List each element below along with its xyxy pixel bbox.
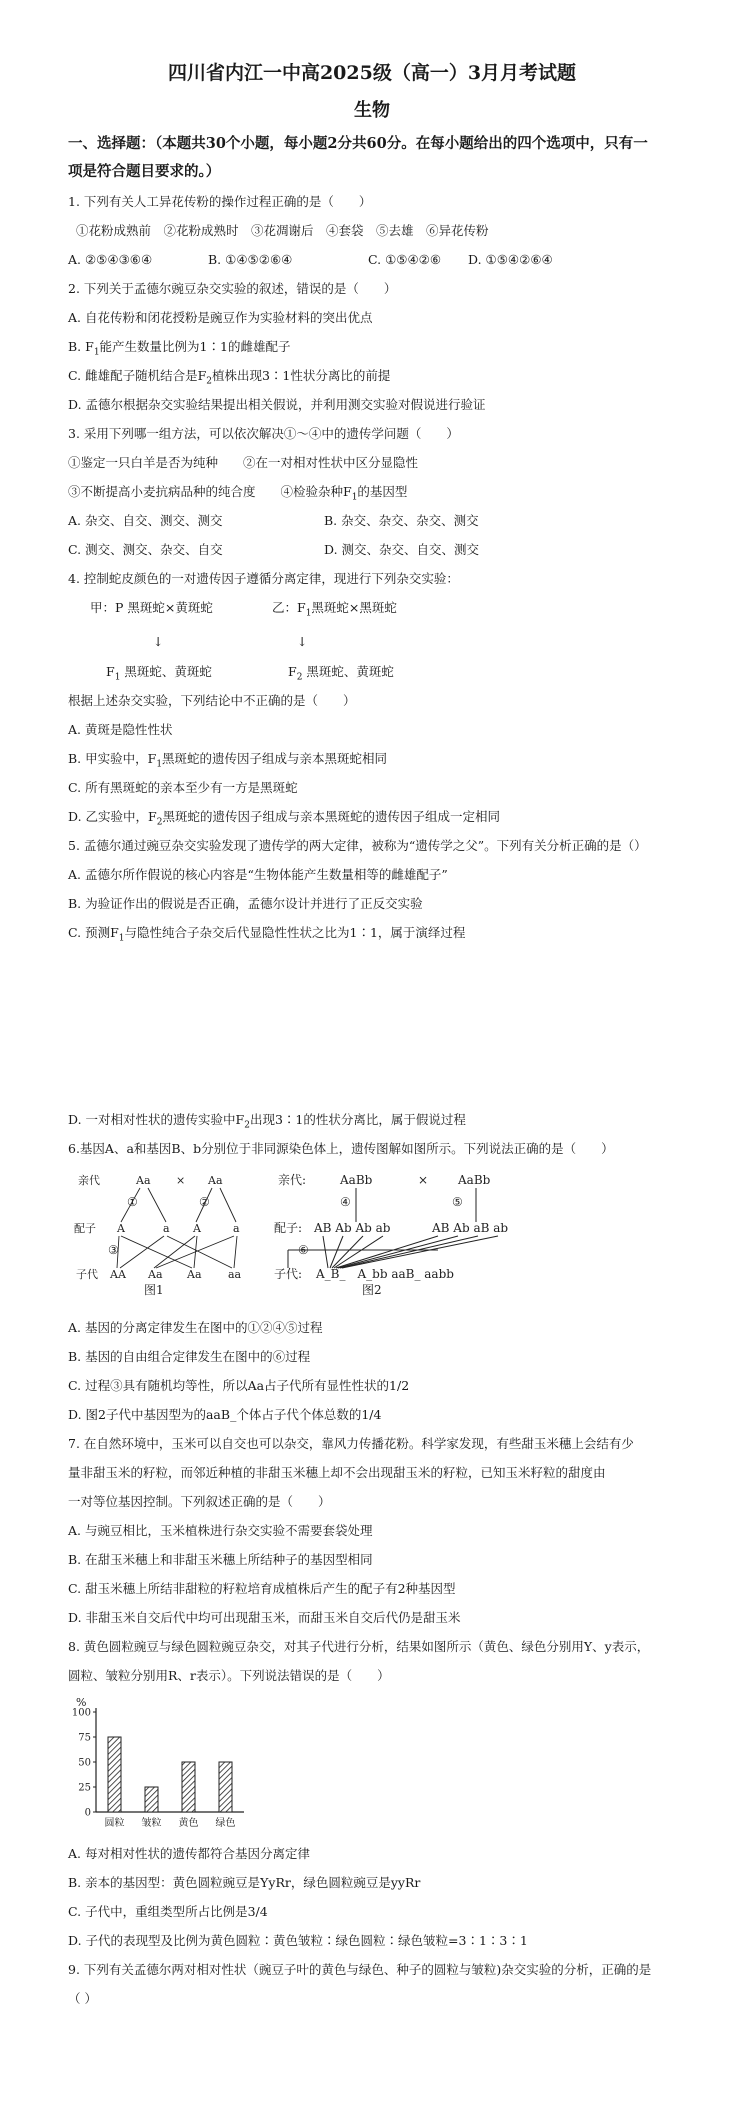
q4-lead: 根据上述杂交实验，下列结论中不正确的是（ ） (68, 693, 356, 708)
fig1-parent-1: Aa (136, 1174, 151, 1187)
exam-title: 四川省内江一中高2025级（高一）3月月考试题 (167, 62, 577, 84)
q4-exp2-bottom-pre: F (288, 664, 297, 679)
q2-option-c-post: 植株出现3∶1性状分离比的前提 (211, 368, 391, 383)
chart-y-tick-label: 100 (71, 1707, 91, 1719)
q7-option-c: C. 甜玉米穗上所结非甜粒的籽粒培育成植株后产生的配子有2种基因型 (68, 1581, 456, 1596)
fig1-offspring-4: aa (228, 1268, 242, 1281)
q1-stem: 1. 下列有关人工异花传粉的操作过程正确的是（ ） (68, 194, 372, 209)
q8-stem-1: 8. 黄色圆粒豌豆与绿色圆粒豌豆杂交，对其子代进行分析，结果如图所示（黄色、绿色分别用Y、y表示， (68, 1639, 650, 1654)
q2-option-d: D. 孟德尔根据杂交实验结果提出相关假说，并利用测交实验对假说进行验证 (68, 397, 486, 412)
q5-option-d-pre: D. 一对相对性状的遗传实验中F (68, 1112, 245, 1127)
fig1-offspring-label: 子代 (76, 1268, 98, 1281)
q2-option-c-pre: C. 雌雄配子随机结合是F (68, 368, 207, 383)
q9-stem-2: （ ） (68, 1991, 97, 2006)
q5-option-c-pre: C. 预测F (68, 925, 119, 940)
fig2-gamete-label: 配子: (274, 1221, 303, 1235)
fig1-caption: 图1 (144, 1283, 164, 1297)
q3-items-2-pre: ③不断提高小麦抗病品种的纯合度 ④检验杂种F (68, 484, 352, 499)
q9-stem-1: 9. 下列有关孟德尔两对相对性状（豌豆子叶的黄色与绿色、种子的圆粒与皱粒)杂交实验的分析，正确的是 (68, 1962, 652, 1977)
fig2-parent-label: 亲代: (278, 1173, 307, 1187)
q3-option-a: A. 杂交、自交、测交、测交 (68, 513, 223, 528)
q5-stem: 5. 孟德尔通过豌豆杂交实验发现了遗传学的两大定律，被称为“遗传学之父”。下列有关分析正确的是（） (68, 838, 647, 853)
fig1-gamete-4: a (233, 1222, 240, 1235)
section-header-line1: 一、选择题：（本题共30个小题，每小题2分共60分。在每小题给出的四个选项中，只有一 (68, 135, 648, 152)
q3-items-2-post: 的基因型 (357, 484, 408, 499)
q2-option-b (68, 339, 290, 361)
fig2-offspring-label: 子代: (274, 1267, 303, 1281)
q6-option-c: C. 过程③具有随机均等性，所以Aa占子代所有显性性状的1/2 (68, 1378, 410, 1393)
chart-x-label: 黄色 (178, 1818, 199, 1829)
q3-option-b: B. 杂交、杂交、杂交、测交 (324, 513, 479, 528)
q1-option-b: B. ①④⑤②⑥④ (208, 252, 293, 267)
q5-option-a: A. 孟德尔所作假说的核心内容是“生物体能产生数量相等的雌雄配子” (68, 867, 448, 882)
fig1-gamete-3: A (193, 1222, 201, 1235)
fig2-gametes-left: AB Ab Ab ab (314, 1221, 391, 1235)
q6-figure-2 (268, 1168, 548, 1304)
chart-bar (145, 1787, 158, 1812)
chart-x-label: 圆粒 (104, 1818, 125, 1829)
q4-exp2-top (272, 600, 397, 622)
q7-option-b: B. 在甜玉米穗上和非甜玉米穗上所结种子的基因型相同 (68, 1552, 373, 1567)
chart-y-tick-label: 25 (78, 1782, 91, 1794)
chart-bar (108, 1737, 121, 1812)
q7-stem-2: 量非甜玉米的籽粒，而邻近种植的非甜玉米穗上却不会出现甜玉米的籽粒，已知玉米籽粒的甜度由 (68, 1465, 606, 1480)
chart-y-tick-label: 75 (78, 1732, 91, 1744)
q4-exp1-arrow: ↓ (153, 634, 164, 649)
chart-y-tick-label: 0 (84, 1807, 91, 1819)
q4-option-b-pre: B. 甲实验中，F (68, 751, 157, 766)
chart-x-label: 绿色 (215, 1818, 236, 1829)
q4-option-b (68, 751, 387, 773)
q4-exp1-top: 甲：P 黑斑蛇×黄斑蛇 (90, 600, 213, 615)
q4-option-c: C. 所有黑斑蛇的亲本至少有一方是黑斑蛇 (68, 780, 298, 795)
q2-option-a: A. 自花传粉和闭花授粉是豌豆作为实验材料的突出优点 (68, 310, 373, 325)
q5-option-d (68, 1112, 466, 1134)
q1-option-c: C. ①⑤④②⑥ (368, 252, 442, 267)
q5-option-c-sub: 1 (118, 933, 125, 944)
fig1-step-2: ② (199, 1195, 210, 1209)
q4-exp2-arrow: ↓ (297, 634, 308, 649)
fig2-caption: 图2 (362, 1283, 382, 1297)
q3-items-1: ①鉴定一只白羊是否为纯种 ②在一对相对性状中区分显隐性 (68, 455, 419, 470)
section-header-line2: 项是符合题目要求的。） (68, 163, 221, 180)
chart-y-tick-label: 50 (78, 1757, 91, 1769)
fig1-offspring-2: Aa (148, 1268, 163, 1281)
q2-option-b-pre: B. F (68, 339, 94, 354)
q2-option-c (68, 368, 390, 390)
q4-option-b-post: 黑斑蛇的遗传因子组成与亲本黑斑蛇相同 (162, 751, 388, 766)
fig1-gamete-1: A (117, 1222, 125, 1235)
q7-option-a: A. 与豌豆相比，玉米植株进行杂交实验不需要套袋处理 (68, 1523, 373, 1538)
q6-option-d: D. 图2子代中基因型为的aaB_个体占子代个体总数的1/4 (68, 1407, 382, 1422)
q4-exp2-bottom-post: 黑斑蛇、黄斑蛇 (302, 664, 394, 679)
q4-exp2-bottom (288, 664, 394, 686)
chart-y-unit: % (76, 1696, 87, 1709)
fig2-gametes-right: AB Ab aB ab (432, 1221, 509, 1235)
fig1-offspring-1: AA (110, 1268, 126, 1281)
q4-option-d-post: 黑斑蛇的遗传因子组成与亲本黑斑蛇的遗传因子组成一定相同 (162, 809, 500, 824)
q7-stem-1: 7. 在自然环境中，玉米可以自交也可以杂交，靠风力传播花粉。科学家发现，有些甜玉米穗上会结有少 (68, 1436, 634, 1451)
fig2-step-5: ⑤ (452, 1195, 463, 1209)
fig2-step-6: ⑥ (298, 1243, 309, 1257)
q5-option-d-post: 出现3∶1的性状分离比，属于假说过程 (249, 1112, 466, 1127)
chart-bar (182, 1762, 195, 1812)
q2-option-c-sub: 2 (206, 376, 212, 387)
fig1-parent-2: Aa (208, 1174, 223, 1187)
q4-exp2-bottom-sub: 2 (296, 672, 303, 683)
fig2-step-4: ④ (340, 1195, 351, 1209)
q1-items: ①花粉成熟前 ②花粉成熟时 ③花凋谢后 ④套袋 ⑤去雄 ⑥异花传粉 (76, 223, 489, 238)
q8-option-a: A. 每对相对性状的遗传都符合基因分离定律 (68, 1846, 310, 1861)
q1-option-d: D. ①⑤④②⑥④ (468, 252, 553, 267)
q4-exp2-top-sub: 1 (305, 608, 312, 619)
q3-option-c: C. 测交、测交、杂交、自交 (68, 542, 223, 557)
q6-option-a: A. 基因的分离定律发生在图中的①②④⑤过程 (68, 1320, 323, 1335)
fig1-cross: × (176, 1174, 186, 1187)
q2-option-b-sub: 1 (93, 347, 100, 358)
q3-options-row2 (68, 542, 480, 558)
q3-items-2 (68, 484, 407, 506)
q2-stem: 2. 下列关于孟德尔豌豆杂交实验的叙述，错误的是（ ） (68, 281, 397, 296)
q4-exp2-top-pre: 乙：F (272, 600, 306, 615)
q5-option-d-sub: 2 (244, 1120, 250, 1131)
q8-stem-2: 圆粒、皱粒分别用R、r表示）。下列说法错误的是（ ） (68, 1668, 390, 1683)
chart-bar (219, 1762, 232, 1812)
q4-exp1-bottom-post: 黑斑蛇、黄斑蛇 (120, 664, 212, 679)
fig1-gamete-label: 配子 (74, 1222, 96, 1235)
fig2-offspring: A_B_ A_bb aaB_ aabb (316, 1267, 454, 1281)
q2-option-b-post: 能产生数量比例为1∶1的雌雄配子 (99, 339, 291, 354)
q4-option-d (68, 809, 500, 831)
fig2-parent-1: AaBb (340, 1173, 373, 1187)
fig1-offspring-3: Aa (187, 1268, 202, 1281)
q5-option-c (68, 925, 465, 947)
q7-option-d: D. 非甜玉米自交后代中均可出现甜玉米，而甜玉米自交后代仍是甜玉米 (68, 1610, 461, 1625)
fig1-parent-label: 亲代 (78, 1174, 100, 1187)
fig1-step-1: ① (127, 1195, 138, 1209)
q5-option-c-post: 与隐性纯合子杂交后代显隐性性状之比为1∶1，属于演绎过程 (124, 925, 466, 940)
fig1-gamete-2: a (163, 1222, 170, 1235)
q3-options-row1 (68, 513, 479, 529)
q4-option-d-pre: D. 乙实验中，F (68, 809, 157, 824)
q6-figure-1 (68, 1168, 268, 1304)
q7-stem-3: 一对等位基因控制。下列叙述正确的是（ ） (68, 1494, 331, 1509)
q8-option-c: C. 子代中，重组类型所占比例是3/4 (68, 1904, 268, 1919)
q4-option-b-sub: 1 (156, 759, 163, 770)
q6-option-b: B. 基因的自由组合定律发生在图中的⑥过程 (68, 1349, 311, 1364)
q4-exp2-top-post: 黑斑蛇×黑斑蛇 (311, 600, 397, 615)
q4-option-a: A. 黄斑是隐性性状 (68, 722, 173, 737)
q3-items-2-sub: 1 (351, 492, 358, 503)
q1-option-a: A. ②⑤④③⑥④ (68, 252, 153, 267)
q6-stem: 6.基因A、a和基因B、b分别位于非同源染色体上，遗传图解如图所示。下列说法正确的是（ ） (68, 1141, 614, 1156)
q8-option-b: B. 亲本的基因型：黄色圆粒豌豆是YyRr，绿色圆粒豌豆是yyRr (68, 1875, 421, 1890)
q3-option-d: D. 测交、杂交、自交、测交 (324, 542, 480, 557)
chart-x-label: 皱粒 (141, 1818, 162, 1829)
fig1-step-3: ③ (108, 1243, 119, 1257)
q4-exp1-bottom-sub: 1 (114, 672, 121, 683)
fig2-cross: × (418, 1173, 429, 1187)
q4-exp1-bottom (106, 664, 212, 686)
q8-option-d: D. 子代的表现型及比例为黄色圆粒∶黄色皱粒∶绿色圆粒∶绿色皱粒=3∶1∶3∶1 (68, 1933, 528, 1948)
subject-title: 生物 (354, 100, 390, 121)
q5-option-b: B. 为验证作出的假说是否正确，孟德尔设计并进行了正反交实验 (68, 896, 423, 911)
q4-option-d-sub: 2 (156, 817, 163, 828)
fig2-parent-2: AaBb (458, 1173, 491, 1187)
q4-stem: 4. 控制蛇皮颜色的一对遗传因子遵循分离定律，现进行下列杂交实验： (68, 571, 459, 586)
q4-exp1-bottom-pre: F (106, 664, 115, 679)
q3-stem: 3. 采用下列哪一组方法，可以依次解决①～④中的遗传学问题（ ） (68, 426, 459, 441)
q1-options (68, 252, 553, 268)
q8-bar-chart (66, 1694, 256, 1834)
